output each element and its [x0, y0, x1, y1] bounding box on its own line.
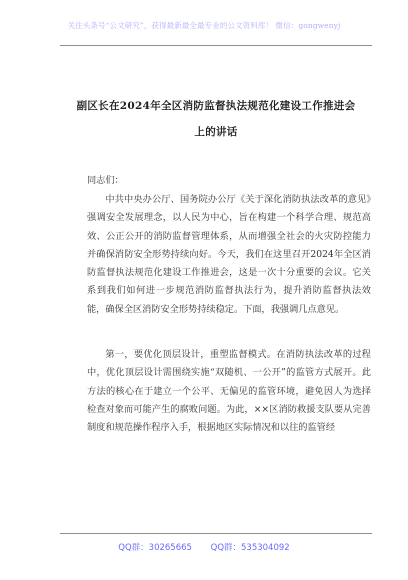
footer-qq-group-2: QQ群：535304092: [210, 543, 290, 553]
paragraph-2: 第一，要优化顶层设计，重塑监督模式。在消防执法改革的过程中，优化顶层设计需围绕实施“双随机、一公开”的监管方式展开。此方法的核心在于建立一个公平、无偏见的监管环境，避免因人为选择检查对象而可能产生的腐败问题。为此，××区消防救援支队要从完善制度和规范操作程序入手，根据地区实际情况和以往的监管经: [87, 349, 371, 434]
footer-divider: [60, 533, 372, 534]
header-divider: [60, 45, 372, 46]
header-banner: 关注头条号“公文研究”，获得最新最全最专业的公文资料库！ 微信：gongwenyj: [67, 21, 341, 30]
footer: [0, 541, 408, 553]
paragraph-1: 中共中央办公厅、国务院办公厅《关于深化消防执法改革的意见》强调安全发展理念，以人民为中心，旨在构建一个科学合理、规范高效、公正公开的消防监督管理体系，从而增强全社会的火灾防控能力并确保消防安全形势持续向好。今天，我们在这里召开2024年全区消防监督执法规范化建设工作推进会，这是一次十分重要的会议。它关系到我们如何进一步规范消防监督执法行为，提升消防监督执法效能，确保全区消防安全形势持续稳定。下面，我强调几点意见。: [87, 194, 371, 315]
document-title: 副区长在2024年全区消防监督执法规范化建设工作推进会: [76, 100, 356, 112]
footer-qq-group-1: QQ群：30265665: [118, 543, 192, 553]
document-title-continued: 上的讲话: [194, 126, 238, 138]
salutation: 同志们：: [87, 175, 124, 186]
